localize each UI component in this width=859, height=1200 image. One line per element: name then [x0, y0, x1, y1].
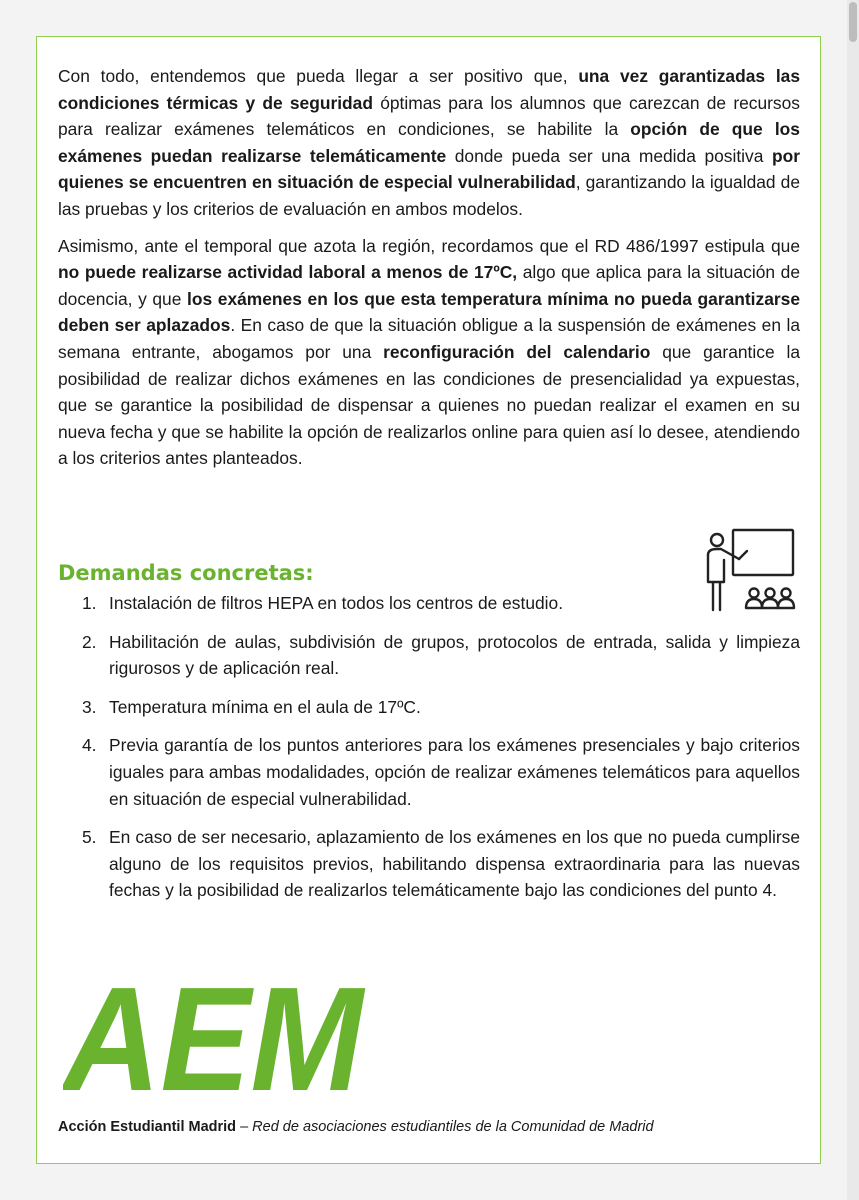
demand-number: 2.: [82, 631, 97, 652]
bold-text: una vez garantizadas las condiciones térmicas y de seguridad: [58, 66, 800, 113]
bold-text: reconfiguración del calendario: [383, 341, 651, 362]
demand-text: Instalación de filtros HEPA en todos los centros de estudio.: [109, 593, 564, 613]
text-run: donde pueda ser una medida positiva: [446, 145, 772, 166]
demand-number: 1.: [82, 593, 97, 613]
demand-item: [58, 694, 800, 721]
demand-text: Previa garantía de los puntos anteriores para los exámenes presenciales y bajo criterios iguales para ambas modalidades, opción de realizar exámenes telemáticos para aquellos en situación de especial vulnerabilidad.: [109, 735, 800, 809]
vertical-scrollbar[interactable]: [847, 0, 859, 1200]
demands-heading: Demandas concretas:: [58, 561, 314, 585]
aem-logo-text: AEM: [63, 980, 366, 1098]
demand-item: [58, 590, 800, 617]
footer-signature: [58, 1119, 654, 1135]
aem-logo: [63, 980, 369, 1098]
text-run: , garantizando la igualdad de las pruebas y los criterios de evaluación en ambos modelos.: [58, 172, 800, 219]
paragraph-1: [58, 63, 800, 223]
demand-number: 5.: [82, 827, 97, 848]
text-run: Con todo, entendemos que pueda llegar a ser positivo que,: [58, 66, 579, 86]
bold-text: opción de que los exámenes puedan realizarse telemáticamente: [58, 119, 800, 166]
bold-text: por quienes se encuentren en situación de especial vulnerabilidad: [58, 145, 800, 193]
scrollbar-thumb[interactable]: [849, 2, 857, 42]
document-page: [36, 36, 821, 1164]
bold-text: no puede realizarse actividad laboral a menos de 17ºC,: [58, 262, 518, 283]
demand-text: En caso de ser necesario, aplazamiento de los exámenes en los que no pueda cumplirse alguno de los requisitos previos, habilitando dispensa extraordinaria para las nuevas fechas y la posibilidad de realizarlos telemáticamente bajo las condiciones del punto 4.: [109, 827, 800, 901]
text-run: . En caso de que la situación obligue a la suspensión de exámenes en la semana entrante, abogamos por una: [58, 315, 800, 362]
text-run: algo que aplica para la situación de docencia, y que: [58, 262, 800, 309]
demand-item: [58, 824, 800, 904]
text-run: Asimismo, ante el temporal que azota la región, recordamos que el RD 486/1997 estipula que: [58, 235, 800, 256]
demand-item: [58, 732, 800, 812]
text-run: que garantice la posibilidad de realizar dichos exámenes en las condiciones de presencialidad ya expuestas, que se garantice la posibilidad de dispensar a quienes no puedan realizar el examen en su nueva fecha y que se habilite la opción de realizarlos online para quien así lo desee, atendiendo a los criterios antes planteados.: [58, 341, 800, 469]
demand-text: Temperatura mínima en el aula de 17ºC.: [109, 696, 421, 717]
demands-list: [58, 590, 800, 916]
body-text: [58, 63, 800, 472]
paragraph-2: [58, 233, 800, 472]
footer-org: Acción Estudiantil Madrid: [58, 1119, 237, 1135]
demand-number: 3.: [82, 696, 97, 717]
demand-item: [58, 629, 800, 682]
bold-text: los exámenes en los que esta temperatura mínima no pueda garantizarse deben ser aplazados: [58, 288, 800, 336]
demand-number: 4.: [82, 735, 97, 756]
demand-text: Habilitación de aulas, subdivisión de grupos, protocolos de entrada, salida y limpieza rigurosos y de aplicación real.: [109, 631, 800, 679]
footer-separator: –: [236, 1119, 253, 1135]
footer-tagline: Red de asociaciones estudiantiles de la Comunidad de Madrid: [252, 1119, 654, 1135]
text-run: óptimas para los alumnos que carezcan de recursos para realizar exámenes telemáticos en condiciones, se habilite la: [58, 92, 800, 140]
